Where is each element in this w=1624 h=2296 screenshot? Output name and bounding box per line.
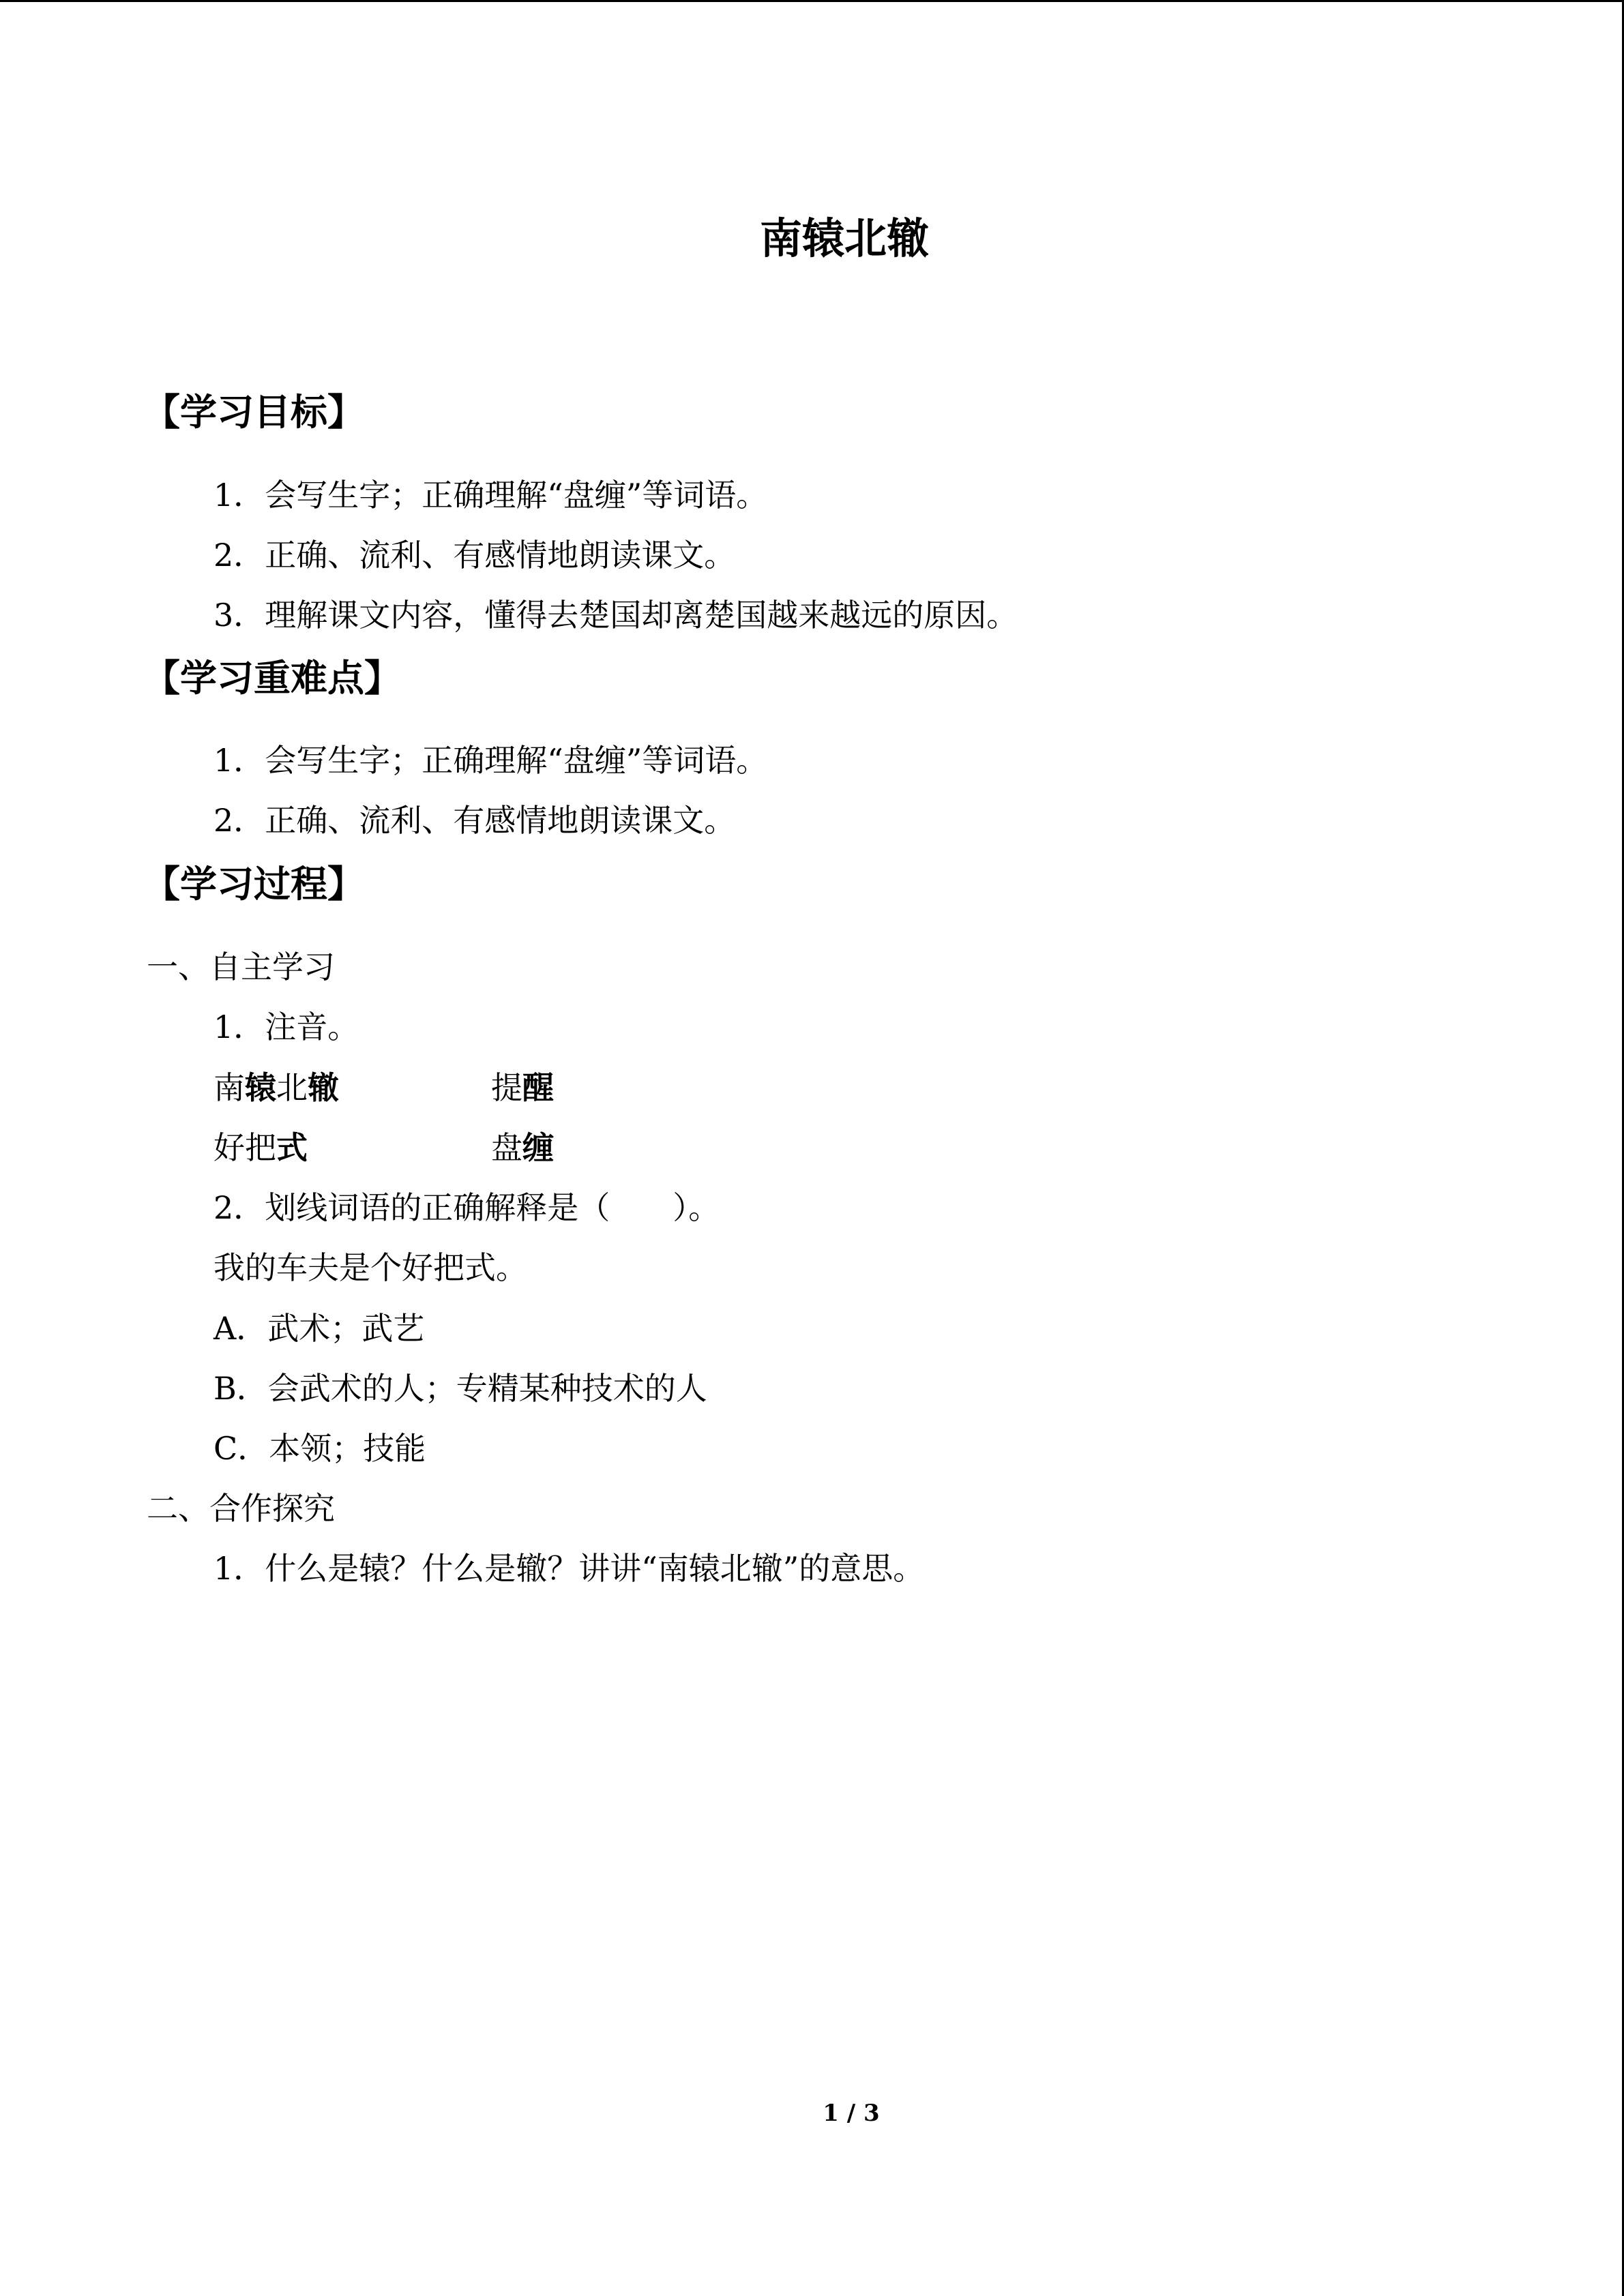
key-point-item-1: 1．会写生字；正确理解“盘缠”等词语。 [213,742,768,779]
page-number: 1 / 3 [823,2100,880,2127]
option-c: C．本领；技能 [213,1430,426,1467]
goal-item-2: 2．正确、流利、有感情地朗读课文。 [213,537,736,573]
example-sentence: 我的车夫是个好把式。 [213,1249,527,1286]
part1-label: 一、自主学习 [147,949,335,985]
pinyin-word-haobashi: 好把式 [213,1129,308,1166]
page-top-border [0,0,1624,2]
goal-item-1: 1．会写生字；正确理解“盘缠”等词语。 [213,477,768,513]
option-b: B．会武术的人；专精某种技术的人 [213,1370,707,1407]
pinyin-word-tixing: 提醒 [491,1069,554,1106]
section-heading-process: 【学习过程】 [143,863,364,906]
part2-label: 二、合作探究 [147,1490,335,1527]
option-a: A．武术；武艺 [213,1310,425,1347]
pinyin-word-nanyuanbeizhe: 南辕北辙 [213,1069,339,1106]
key-point-item-2: 2．正确、流利、有感情地朗读课文。 [213,802,736,839]
part1-question-1: 1．注音。 [213,1009,359,1045]
pinyin-word-panchan: 盘缠 [491,1129,554,1166]
part1-question-2: 2．划线词语的正确解释是（ ）。 [213,1189,720,1226]
goal-item-3: 3．理解课文内容，懂得去楚国却离楚国越来越远的原因。 [213,597,1018,633]
page-title: 南辕北辙 [759,213,929,263]
section-heading-goals: 【学习目标】 [143,391,364,434]
part2-question-1: 1．什么是辕？什么是辙？讲讲“南辕北辙”的意思。 [213,1550,925,1587]
section-heading-key-points: 【学习重难点】 [143,657,401,700]
